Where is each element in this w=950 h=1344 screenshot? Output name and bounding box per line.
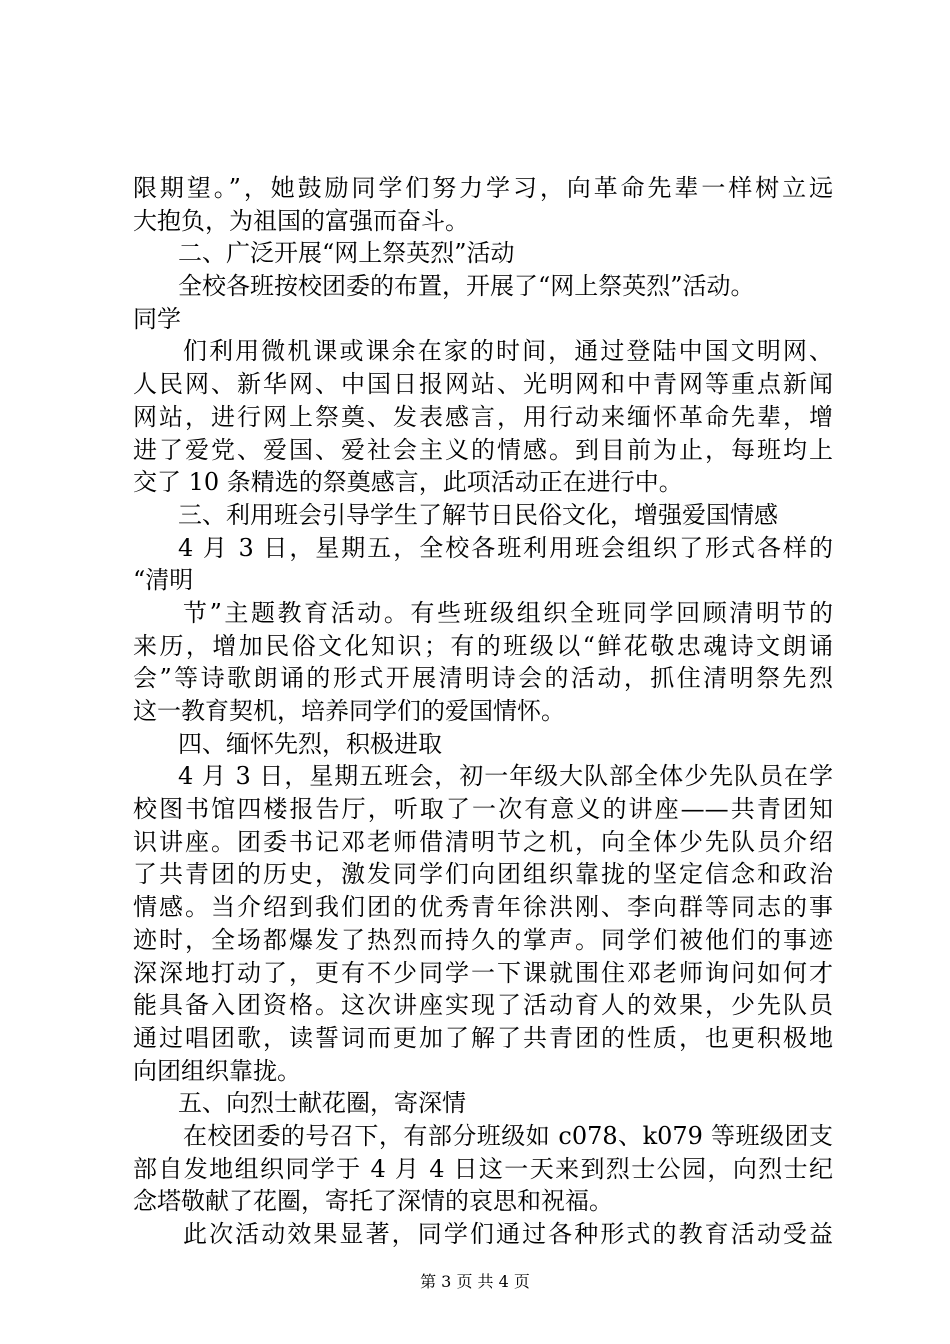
text-line: 在校团委的号召下，有部分班级如 c078、k079 等班级团支 [183, 1121, 833, 1150]
text-line: 进了爱党、爱国、爱社会主义的情感。到目前为止，每班均上 [133, 435, 833, 464]
text-line: 念塔敬献了花圈，寄托了深情的哀思和祝福。 [133, 1187, 613, 1216]
text-line: 校图书馆四楼报告厅，听取了一次有意义的讲座——共青团知 [133, 795, 833, 824]
text-line: 深深地打动了，更有不少同学一下课就围住邓老师询问如何才 [133, 958, 833, 987]
text-line: 来历，增加民俗文化知识；有的班级以“鲜花敬忠魂诗文朗诵 [133, 631, 833, 660]
text-line: 限期望。”，她鼓励同学们努力学习，向革命先辈一样树立远 [133, 174, 833, 202]
text-line: 人民网、新华网、中国日报网站、光明网和中青网等重点新闻 [133, 370, 833, 399]
text-line: 能具备入团资格。这次讲座实现了活动育人的效果，少先队员 [133, 991, 833, 1020]
text-line: 们利用微机课或课余在家的时间，通过登陆中国文明网、 [183, 337, 833, 366]
text-line: 会”等诗歌朗诵的形式开展清明诗会的活动，抓住清明祭先烈 [133, 664, 833, 693]
text-line: 向团组织靠拢。 [133, 1056, 301, 1085]
text-line: 大抱负，为祖国的富强而奋斗。 [133, 206, 469, 235]
text-line: 交了 10 条精选的祭奠感言，此项活动正在进行中。 [133, 468, 683, 497]
body-text [133, 172, 833, 1251]
text-line: 这一教育契机，培养同学们的爱国情怀。 [133, 697, 565, 725]
section-heading-3: 三、利用班会引导学生了解节日民俗文化，增强爱国情感 [178, 500, 778, 529]
text-line: 节”主题教育活动。有些班级组织全班同学回顾清明节的 [183, 598, 833, 627]
text-line: 情感。当介绍到我们团的优秀青年徐洪刚、李向群等同志的事 [133, 893, 833, 922]
text-line: 迹时，全场都爆发了热烈而持久的掌声。同学们被他们的事迹 [133, 925, 833, 954]
text-line: 全校各班按校团委的布置，开展了“网上祭英烈”活动。 [178, 272, 755, 301]
section-heading-5: 五、向烈士献花圈，寄深情 [178, 1089, 466, 1118]
text-line: 4 月 3 日，星期五，全校各班利用班会组织了形式各样的 [178, 533, 833, 562]
text-line: 部自发地组织同学于 4 月 4 日这一天来到烈士公园，向烈士纪 [133, 1154, 833, 1183]
text-line: 网站，进行网上祭奠、发表感言，用行动来缅怀革命先辈，增 [133, 402, 833, 431]
section-heading-2: 二、广泛开展“网上祭英烈”活动 [178, 239, 515, 268]
text-line: 了共青团的历史，激发同学们向团组织靠拢的坚定信念和政治 [133, 860, 833, 889]
text-line: 此次活动效果显著，同学们通过各种形式的教育活动受益 [183, 1220, 833, 1248]
text-line: “清明 [133, 566, 194, 595]
section-heading-4: 四、缅怀先烈，积极进取 [178, 729, 442, 758]
text-line: 识讲座。团委书记邓老师借清明节之机，向全体少先队员介绍 [133, 827, 833, 856]
page-footer: 第 3 页 共 4 页 [420, 1272, 530, 1291]
text-line: 同学 [133, 304, 181, 333]
text-line: 通过唱团歌，读誓词而更加了解了共青团的性质，也更积极地 [133, 1023, 833, 1052]
text-line: 4 月 3 日，星期五班会，初一年级大队部全体少先队员在学 [178, 762, 833, 791]
